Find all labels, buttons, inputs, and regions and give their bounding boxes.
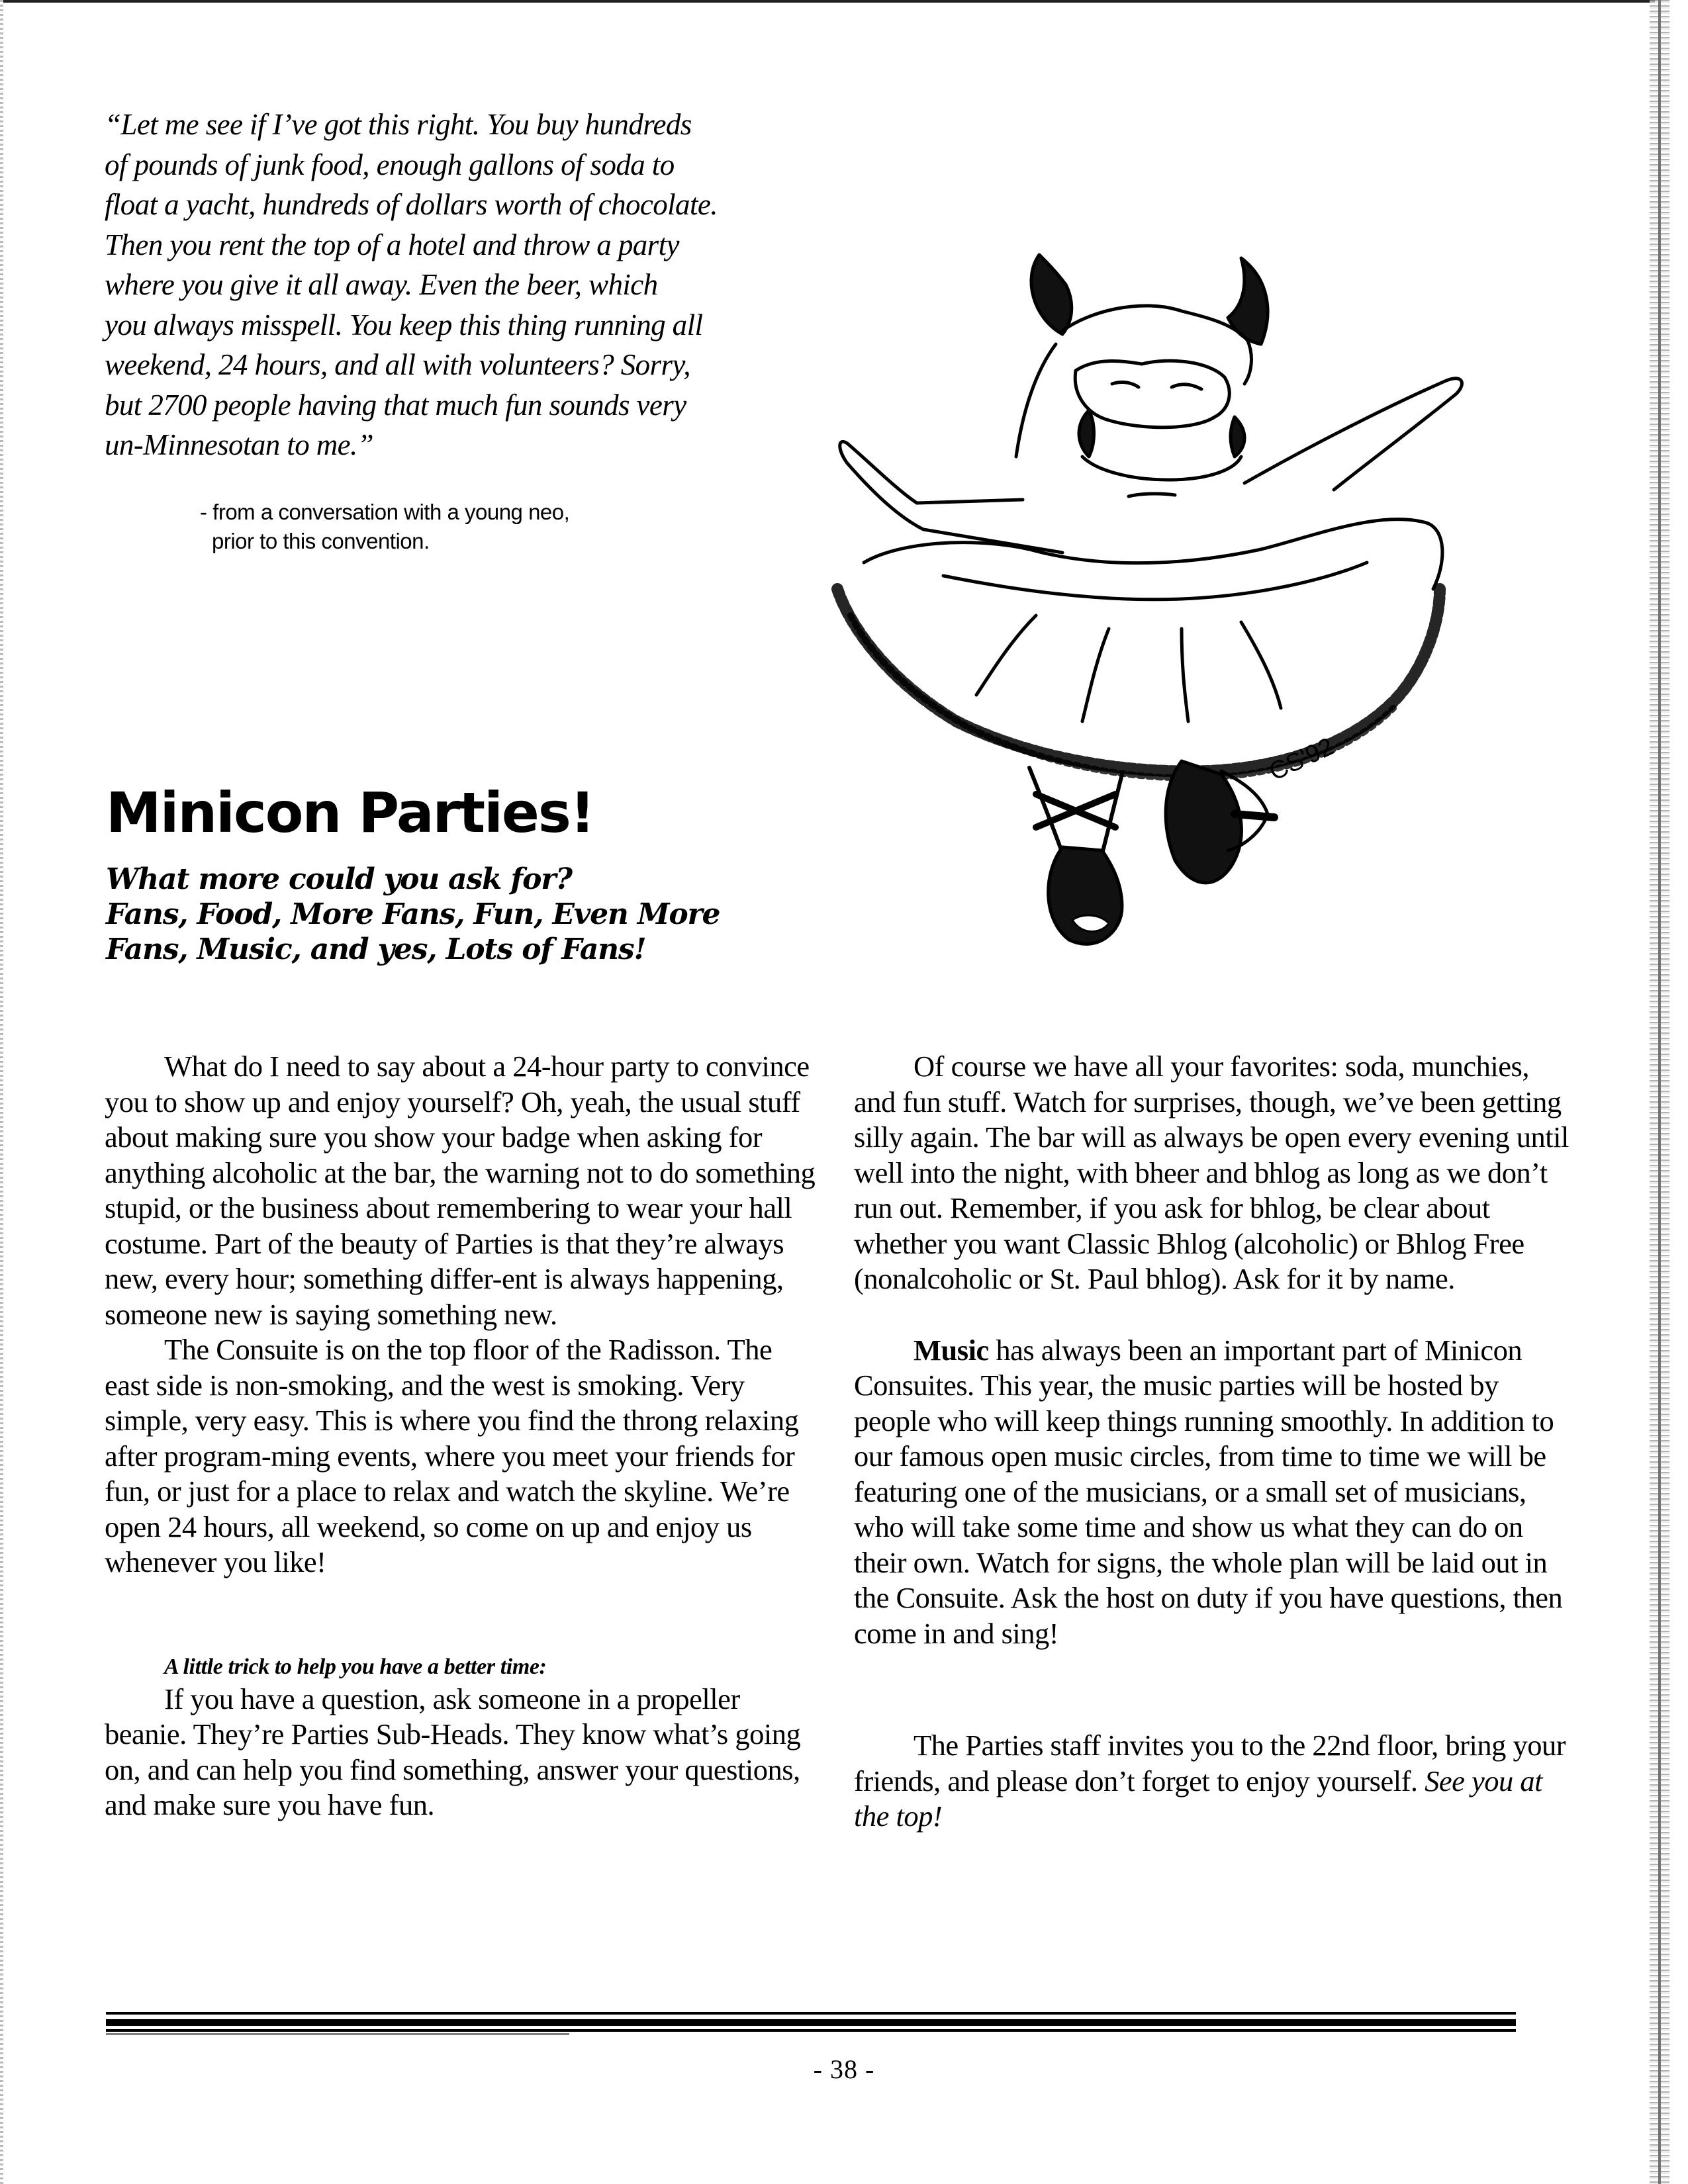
music-body: has always been an important part of Minicon Consuites. This year, the music parties will be hosted by people who will keep things running smoothly. In addition to our famous open music circles, from time to time we will be featuring one of the musicians, or a small set of musicians, who will take some time and show us what they can do on their own. Watch for signs, the whole plan will be laid out in the Consuite. Ask the host on duty if you have questions, then come in and sing! <box>854 1333 1563 1650</box>
quote-attribution <box>200 498 729 556</box>
quote-line: of pounds of junk food, enough gallons of soda to <box>105 148 675 181</box>
quote-line: but 2700 people having that much fun sounds very <box>105 388 686 422</box>
quote-line: Then you rent the top of a hotel and throw a party <box>105 228 679 261</box>
right-column <box>854 1049 1569 1835</box>
invitation-body: The Parties staff invites you to the 22nd floor, bring your friends, and please don’t forget to enjoy yourself. <box>854 1729 1566 1797</box>
right-horn-icon <box>1228 258 1268 344</box>
quote-line: “Let me see if I’ve got this right. You buy hundreds <box>105 108 692 141</box>
paragraph-tip: If you have a question, ask someone in a propeller beanie. They’re Parties Sub-Heads. They know what’s going on, and can help you find something, answer your questions, and make sure you have fun. <box>105 1682 801 1821</box>
scan-left-edge <box>0 0 3 2184</box>
left-column <box>105 1049 820 1823</box>
footer-rule-thin-top <box>106 2012 1516 2015</box>
quote-line: float a yacht, hundreds of dollars worth of chocolate. <box>105 188 718 221</box>
paragraph-invitation <box>854 1728 1569 1835</box>
epigraph-quote <box>105 105 826 465</box>
footer-rule-thick <box>106 2019 1516 2026</box>
quote-line: weekend, 24 hours, and all with volunteers? Sorry, <box>105 348 690 381</box>
subtitle-line: Fans, Food, More Fans, Fun, Even More <box>106 897 720 931</box>
paragraph-consuite: The Consuite is on the top floor of the Radisson. The east side is non-smoking, and the west is smoking. Very simple, very easy. This is where you find the throng relaxing after program-ming events, where you meet your friends for fun, or just for a place to relax and watch the skyline. We’re open 24 hours, all weekend, so come on up and enjoy us whenever you like! <box>105 1333 799 1578</box>
footer-rule-thin-bottom <box>106 2029 1516 2032</box>
quote-line: where you give it all away. Even the beer, which <box>105 268 658 301</box>
tip-label: A little trick to help you have a better time: <box>164 1654 547 1679</box>
paragraph-music <box>854 1333 1569 1652</box>
footer-rule-faint <box>106 2033 569 2035</box>
bull-ballerina-illustration <box>811 218 1556 960</box>
page-title: Minicon Parties! <box>106 780 594 845</box>
subtitle-line: What more could you ask for? <box>106 862 572 896</box>
attribution-line: prior to this convention. <box>212 529 430 553</box>
paragraph-favorites: Of course we have all your favorites: soda, munchies, and fun stuff. Watch for surprises, though, we’ve been getting silly again. The bar will as always be open every evening until well into the night, with bheer and bhlog as long as we don’t run out. Remember, if you ask for bhlog, be clear about whether you want Classic Bhlog (alcoholic) or Bhlog Free (nonalcoholic or St. Paul bhlog). Ask for it by name. <box>854 1050 1569 1295</box>
subtitle-line: Fans, Music, and yes, Lots of Fans! <box>106 933 646 966</box>
closing-line: See you at the top! <box>854 1764 1543 1833</box>
attribution-line: - from a conversation with a young neo, <box>200 500 570 524</box>
page-number: - 38 - <box>813 2054 875 2084</box>
artist-signature: CS'92 <box>1265 732 1338 787</box>
paragraph-intro: What do I need to say about a 24-hour party to convince you to show up and enjoy yourself? Oh, yeah, the usual stuff about making sure you show your badge when asking for anything alcoholic at the bar, the warning not to do something stupid, or the business about remembering to wear your hall costume. Part of the beauty of Parties is that they’re always new, every hour; something differ-ent is always happening, someone new is saying something new. <box>105 1050 816 1331</box>
scan-right-edge <box>1650 0 1669 2184</box>
music-lead-word: Music <box>914 1333 989 1367</box>
quote-line: un-Minnesotan to me.” <box>105 428 374 461</box>
subtitle <box>106 862 867 967</box>
quote-line: you always misspell. You keep this thing running all <box>105 308 703 341</box>
left-horn-icon <box>1031 255 1072 334</box>
scan-top-edge <box>0 0 1655 3</box>
